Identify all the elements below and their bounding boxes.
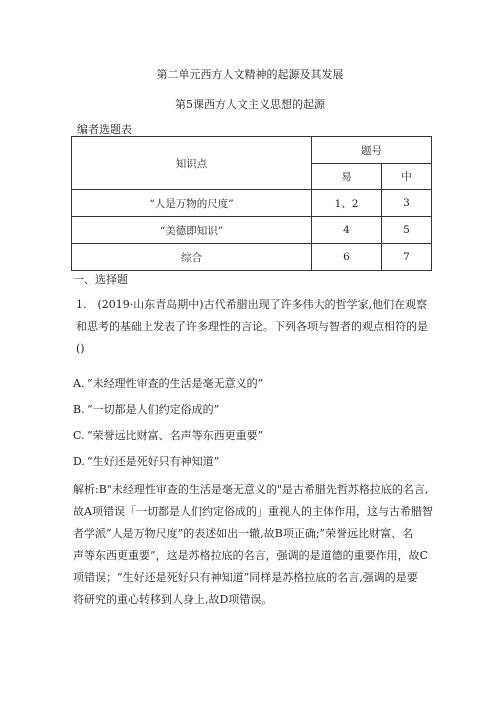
table-row <box>72 217 432 244</box>
analysis-line: 项错误；“生好还是死好只有神知道”同样是苏格拉底的名言,强调的是要 <box>73 571 418 584</box>
editor-table-caption: 编者选题表 <box>77 123 132 136</box>
analysis-line: 者学派“人是万物尺度”的表述如出一辙,故B项正确;”荣誉远比财富、名 <box>73 527 414 540</box>
table-row <box>72 244 432 271</box>
knowledge-point-cell: “人是万物的尺度” <box>72 190 312 217</box>
analysis-line: 故A项错误「一切都是人们约定俗成的」重视人的主体作用，这与古希腊智 <box>73 505 433 518</box>
option-label: A. <box>73 377 85 390</box>
option-a <box>73 375 263 391</box>
analysis-paragraph <box>73 479 441 611</box>
option-label: B. <box>73 403 85 416</box>
knowledge-point-cell: 综合 <box>72 244 312 271</box>
question-stem <box>73 294 441 360</box>
option-text: “生好还是死好只有神知道” <box>87 455 220 468</box>
section-title: 一、选择题 <box>73 273 128 286</box>
easy-cell: 4 <box>312 217 382 244</box>
option-c <box>73 427 263 443</box>
header-medium: 中 <box>382 164 432 190</box>
easy-cell: 1、2 <box>312 190 382 217</box>
unit-title: 第二单元西方人文精神的起源及其发展 <box>156 68 344 81</box>
analysis-line: 声等东西更重要”，这是苏格拉底的名言，强调的是道德的重要作用，故C <box>73 549 429 562</box>
analysis-line: 将研究的重心转移到人身上,故D项错误。 <box>73 593 273 606</box>
editor-selection-table <box>71 136 432 271</box>
medium-cell: 3 <box>382 190 432 217</box>
option-text: “未经理性审查的生活是毫无意义的” <box>87 377 264 390</box>
header-knowledge-point: 知识点 <box>72 137 312 190</box>
option-b <box>73 401 219 417</box>
medium-cell: 5 <box>382 217 432 244</box>
lesson-title: 第5课西方人文主义思想的起源 <box>175 98 325 111</box>
question-line: 和思考的基础上发表了许多理性的言论。下列各项与智者的观点相符的是 <box>76 320 428 333</box>
question-line: 1. (2019·山东青岛期中)古代希腊出现了许多伟大的哲学家,他们在观察 <box>76 298 428 311</box>
header-question-number: 题号 <box>312 137 432 164</box>
option-label: C. <box>73 429 85 442</box>
question-line: () <box>76 342 85 355</box>
option-text: “一切都是人们约定俗成的” <box>87 403 220 416</box>
easy-cell: 6 <box>312 244 382 271</box>
option-label: D. <box>73 455 85 468</box>
header-easy: 易 <box>312 164 382 190</box>
medium-cell: 7 <box>382 244 432 271</box>
option-text: “荣誉远比财富、名声等东西更重要” <box>87 429 264 442</box>
knowledge-point-cell: “美德即知识” <box>72 217 312 244</box>
analysis-line: 解析:B"未经理性审查的生活是毫无意义的"是古希腊先哲苏格拉底的名言, <box>73 483 429 496</box>
option-d <box>73 453 219 469</box>
table-row <box>72 190 432 217</box>
